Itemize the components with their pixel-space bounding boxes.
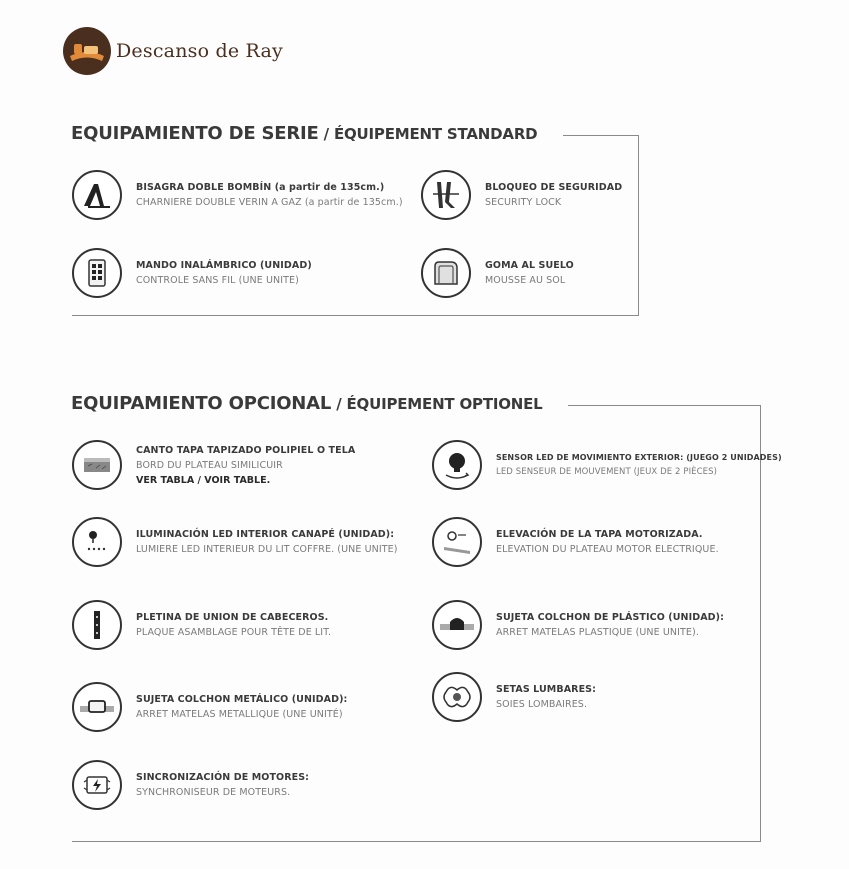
item-label-es: ELEVACIÓN DE LA TAPA MOTORIZADA. [496,529,703,540]
item-label-es: PLETINA DE UNION DE CABECEROS. [136,612,329,623]
item-label-es: SINCRONIZACIÓN DE MOTORES: [136,772,310,783]
bed-logo-icon [62,26,112,76]
optional-item-headboard-plate [72,600,331,650]
optional-title [71,393,543,414]
motorized-lift-icon [432,517,482,567]
item-label-fr: PLAQUE ASAMBLAGE POUR TÊTE DE LIT. [136,627,332,638]
standard-title [71,123,537,144]
led-sensor-bulb-icon [432,440,482,490]
optional-item-lumbar-slats [432,672,596,722]
item-label-fr: LUMIERE LED INTERIEUR DU LIT COFFRE. (UNE UNITE) [136,544,398,555]
item-label-fr: ARRET MATELAS PLASTIQUE (UNE UNITE). [496,627,699,638]
item-label-es: GOMA AL SUELO [485,260,574,271]
item-label-es: SENSOR LED DE MOVIMIENTO EXTERIOR: (JUEGO 2 UNIDADES) [496,453,782,462]
optional-item-upholstered-edge [72,440,355,490]
item-label-fr: CONTROLE SANS FIL (UNE UNITE) [136,275,299,286]
floor-pad-icon [421,248,471,298]
wireless-remote-icon [72,248,122,298]
optional-title-rule [568,405,760,406]
standard-title-es: EQUIPAMIENTO DE SERIE [71,123,319,144]
item-label-fr: SOIES LOMBAIRES. [496,699,588,710]
item-label-fr: CHARNIERE DOUBLE VERIN A GAZ (a partir de 135cm.) [136,197,403,208]
standard-title-fr: / ÉQUIPEMENT STANDARD [318,125,538,143]
item-label-es: MANDO INALÁMBRICO (UNIDAD) [136,260,312,271]
plastic-stopper-icon [432,600,482,650]
item-label-es: ILUMINACIÓN LED INTERIOR CANAPÉ (UNIDAD): [136,529,395,540]
standard-item-lock [421,170,622,220]
security-lock-icon [421,170,471,220]
item-label-fr: ARRET MATELAS METALLIQUE (UNE UNITÉ) [136,709,343,720]
optional-title-es: EQUIPAMIENTO OPCIONAL [71,393,332,414]
item-label-fr: SYNCHRONISEUR DE MOTEURS. [136,787,291,798]
item-label-es: CANTO TAPA TAPIZADO POLIPIEL O TELA [136,444,356,456]
item-label-es: SUJETA COLCHON DE PLÁSTICO (UNIDAD): [496,612,725,623]
item-label-es: BISAGRA DOBLE BOMBÍN (a partir de 135cm.) [136,182,385,193]
motor-sync-icon [72,760,122,810]
lumbar-slats-icon [432,672,482,722]
optional-item-motor-sync [72,760,309,810]
item-label-fr: ELEVATION DU PLATEAU MOTOR ELECTRIQUE. [496,544,719,555]
optional-item-metal-stopper [72,682,347,732]
item-label-fr: SECURITY LOCK [485,197,562,208]
standard-item-hinge [72,170,403,220]
optional-item-led-interior [72,517,398,567]
standard-item-remote [72,248,312,298]
headboard-plate-icon [72,600,122,650]
optional-item-motorized-lift [432,517,719,567]
item-label-es: SUJETA COLCHON METÁLICO (UNIDAD): [136,694,348,705]
led-interior-icon [72,517,122,567]
brand-logo [62,26,283,76]
standard-title-rule [563,135,638,136]
hinge-piston-icon [72,170,122,220]
item-label-fr: MOUSSE AU SOL [485,275,566,286]
optional-title-fr: / ÉQUIPEMENT OPTIONEL [331,395,543,413]
item-label-es: SETAS LUMBARES: [496,684,596,695]
item-label-es: BLOQUEO DE SEGURIDAD [485,182,623,193]
optional-item-led-sensor [432,440,782,490]
item-label-fr: BORD DU PLATEAU SIMILICUIR [136,459,283,471]
brand-name: Descanso de Ray [116,40,283,62]
optional-item-plastic-stopper [432,600,724,650]
upholstered-edge-icon [72,440,122,490]
item-see-table: VER TABLA / VOIR TABLE. [136,474,271,486]
item-label-fr: LED SENSEUR DE MOUVEMENT (JEUX DE 2 PIÈCES) [496,467,718,477]
standard-item-floor-pad [421,248,574,298]
metal-stopper-icon [72,682,122,732]
